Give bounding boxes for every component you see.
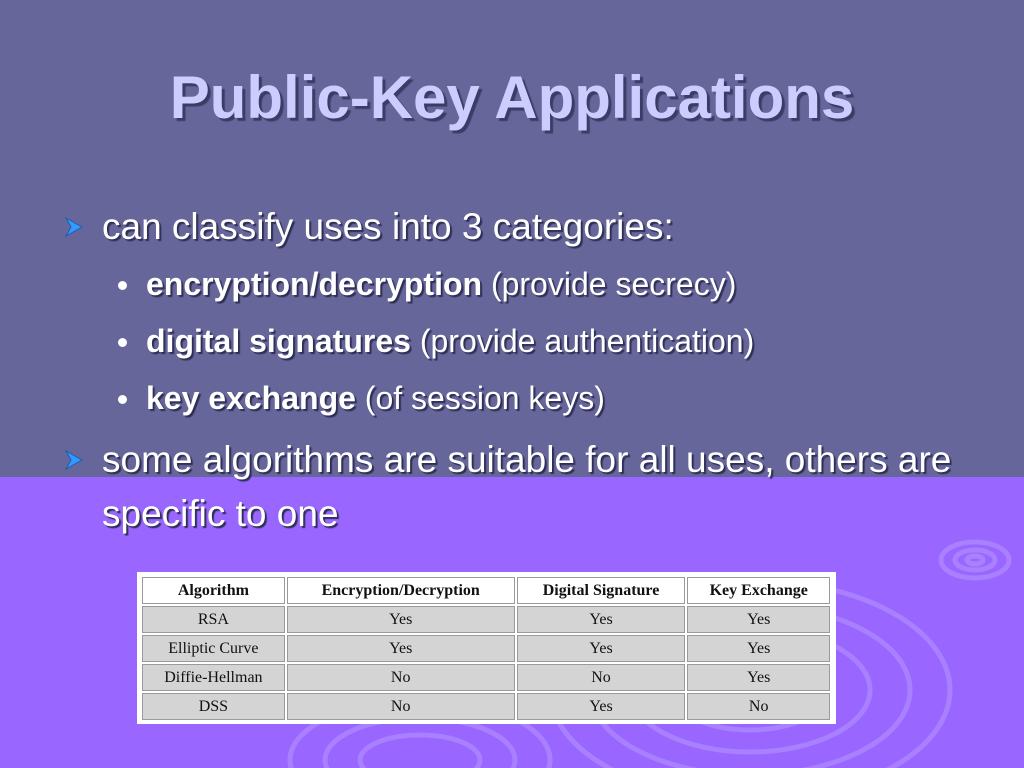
table-cell: Yes (517, 635, 686, 662)
algorithm-table-frame (137, 572, 836, 724)
sub-bullet-term: encryption/decryption (146, 266, 483, 302)
dot-bullet-icon (118, 395, 127, 404)
table-cell: Yes (687, 635, 830, 662)
arrow-bullet-icon (60, 212, 90, 242)
table-cell: DSS (142, 693, 285, 720)
table-cell: Diffie-Hellman (142, 664, 285, 691)
dot-bullet-icon (118, 281, 127, 290)
sub-bullet-description: (of session keys) (355, 380, 605, 416)
column-header: Digital Signature (517, 577, 686, 604)
table-cell: Yes (287, 635, 515, 662)
sub-bullet-term: key exchange (146, 380, 356, 416)
column-header: Algorithm (142, 577, 285, 604)
arrow-bullet-icon (60, 445, 90, 475)
table-cell: Yes (687, 664, 830, 691)
sub-bullet-item (60, 370, 990, 427)
sub-bullet-item (60, 313, 990, 370)
sub-bullet-term: digital signatures (146, 323, 411, 359)
table-row (142, 606, 830, 633)
table-row (142, 635, 830, 662)
sub-bullet-item (60, 256, 990, 313)
table-cell: Elliptic Curve (142, 635, 285, 662)
column-header: Key Exchange (687, 577, 830, 604)
sub-bullet-description: (provide secrecy) (482, 266, 737, 302)
slide-title: Public-Key Applications (169, 64, 855, 131)
table-cell: No (687, 693, 830, 720)
column-header: Encryption/Decryption (287, 577, 515, 604)
table-cell: Yes (517, 693, 686, 720)
table-header-row (142, 577, 830, 604)
table-cell: RSA (142, 606, 285, 633)
table-cell: Yes (287, 606, 515, 633)
table-cell: Yes (517, 606, 686, 633)
table-cell: No (517, 664, 686, 691)
table-row (142, 693, 830, 720)
table-cell: No (287, 664, 515, 691)
table-cell: Yes (687, 606, 830, 633)
sub-bullet-description: (provide authentication) (410, 323, 755, 359)
bullet-text: can classify uses into 3 categories: (102, 206, 674, 247)
algorithm-table (140, 575, 832, 722)
dot-bullet-icon (118, 338, 127, 347)
bullet-text: some algorithms are suitable for all uses, others are specific to one (102, 439, 952, 534)
bullet-item (60, 200, 990, 254)
bullet-item (60, 433, 990, 541)
table-cell: No (287, 693, 515, 720)
bullet-list (60, 200, 990, 543)
table-row (142, 664, 830, 691)
